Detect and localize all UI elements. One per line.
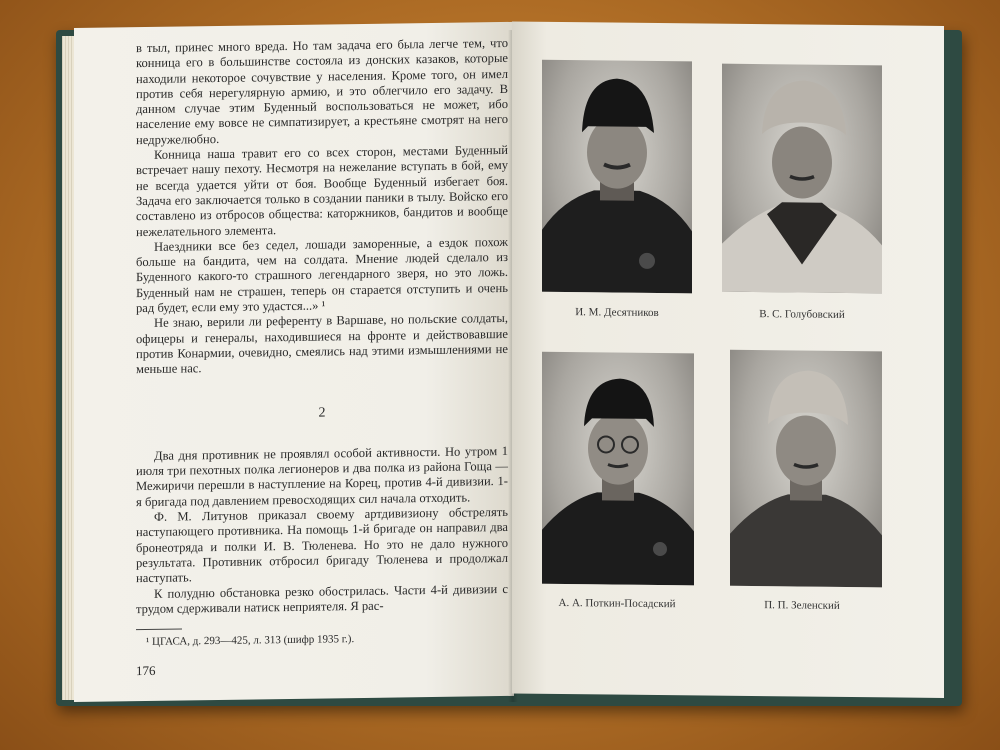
paragraph: Два дня противник не проявлял особой активности. Но утром 1 июля три пехотных полка легионеров и два полка из района Гоща — Межиричи перешли в наступление на Корец, против 4-й дивизии. 1-я бригада под давлением превосходящих сил начала отходить. bbox=[136, 443, 508, 509]
paragraph: Ф. М. Литунов приказал своему артдивизиону обстрелять наступающего противника. На помощь 1-й бригаде он направил два бронеотряда и полки И. В. Тюленева. Но это не дало нужного результата. Противник отбросил бригаду Тюленева и продолжал наступать. bbox=[136, 504, 508, 586]
page-number: 176 bbox=[136, 662, 156, 679]
right-page bbox=[512, 21, 944, 698]
portrait-caption: И. М. Десятников bbox=[575, 306, 659, 320]
footnote: ¹ ЦГАСА, д. 293—425, л. 313 (шифр 1935 г.). bbox=[146, 633, 355, 649]
portrait-caption: А. А. Поткин-Посадский bbox=[558, 596, 676, 611]
portrait-caption: В. С. Голубовский bbox=[759, 308, 845, 321]
left-page-text bbox=[136, 36, 508, 679]
portrait-photo bbox=[542, 60, 692, 294]
paragraph: Наездники все без седел, лошади заморенные, а ездок похож больше на бандита, чем на солдата. Мнение людей сделало из Буденного какого-то страшного легендарного зверя, но это ложь. Буденный нам не страшен, теперь он старается отступить и очень рад будет, если ему это удастся...» ¹ bbox=[136, 234, 508, 316]
paragraph: Не знаю, верили ли референту в Варшаве, но польские солдаты, офицеры и генералы, находившиеся на фронте и действовавшие против Конармии, очевидно, смеялись над этими измышлениями не меньше нас. bbox=[136, 311, 508, 377]
portrait-photo bbox=[722, 64, 882, 294]
portrait-caption: П. П. Зеленский bbox=[764, 599, 840, 612]
paragraph: Конница наша травит его со всех сторон, местами Буденный встречает нашу пехоту. Несмотря на нежелание вступать в бой, ему не всегда удается уйти от боя. Вообще Буденный избегает боя. Задача его заключается только в создании паники в тылу. Войско его составлено из отбросов общества: каторжников, бандитов и вообще нежелательного элемента. bbox=[136, 143, 508, 239]
chapter-number: 2 bbox=[318, 405, 326, 421]
paragraph: К полудню обстановка резко обострилась. Части 4-й дивизии с трудом сдерживали натиск неприятеля. Я рас- bbox=[136, 581, 508, 616]
footnote-rule bbox=[136, 629, 182, 631]
paragraph: в тыл, принес много вреда. Но там задача его была легче тем, что конница его в большинстве состояла из донских казаков, которые находили некоторое сочувствие у населения. Кроме того, он имел против себя нерегулярную армию, и это облегчило его задачу. В данном случае этим Буденный воспользоваться не может, ибо население ему вовсе не симпатизирует, а крестьяне смотрят на него недружелюбно. bbox=[136, 35, 508, 147]
open-book bbox=[56, 26, 968, 716]
portrait-photo bbox=[730, 350, 882, 588]
left-page bbox=[74, 22, 514, 702]
portrait-photo bbox=[542, 352, 694, 586]
